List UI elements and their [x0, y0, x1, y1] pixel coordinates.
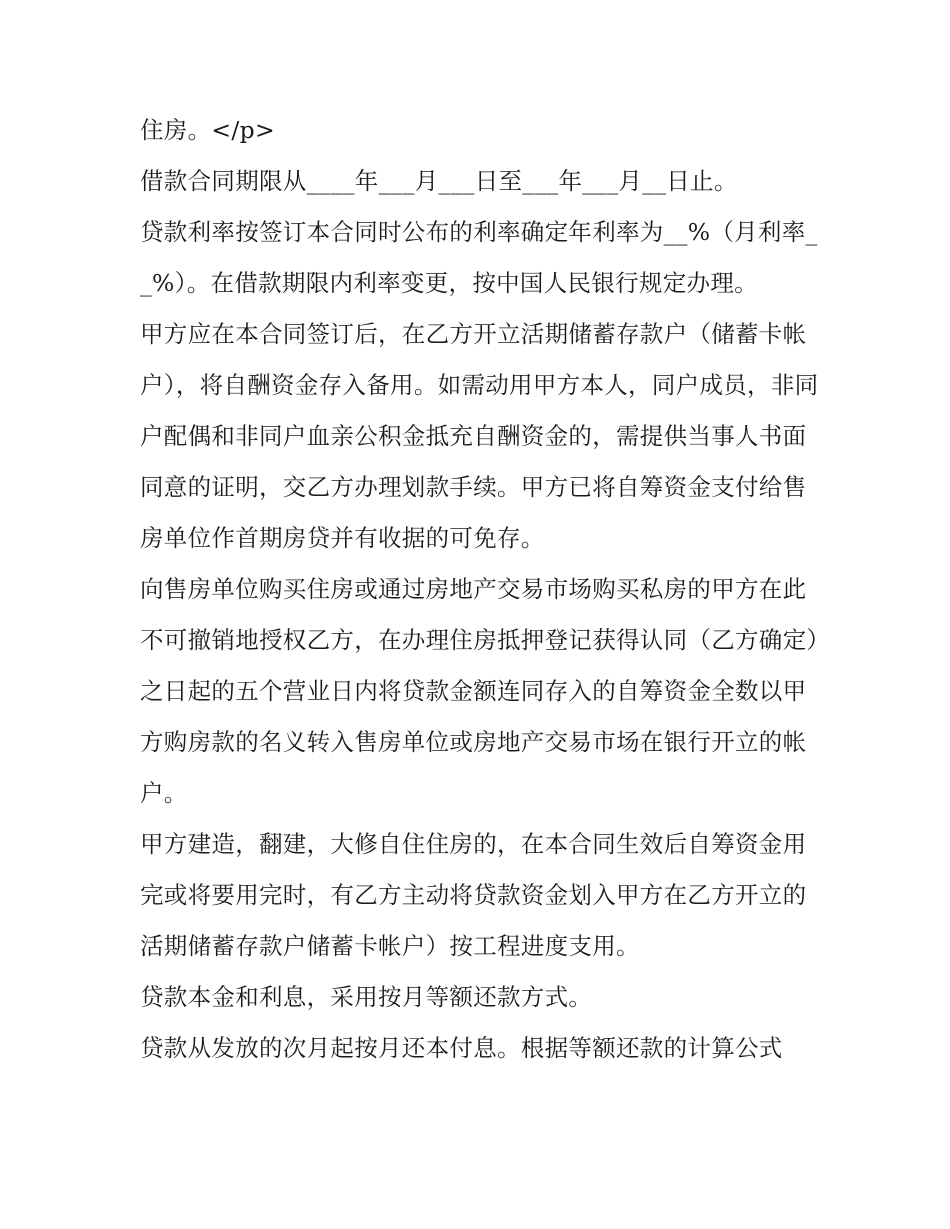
document-body [140, 105, 820, 1074]
paragraph-housing-fragment: 住房。</p> [140, 116, 275, 144]
paragraph-construction-funds: 甲方建造，翻建，大修自住住房的，在本合同生效后自筹资金用完或将要用完时，有乙方主动将贷款资金划入甲方在乙方开立的活期储蓄存款户储蓄卡帐户）按工程进度支用。 [140, 830, 807, 960]
paragraph-interest-rate: 贷款利率按签订本合同时公布的利率确定年利率为__%（月利率__%）。在借款期限内利率变更，按中国人民银行规定办理。 [140, 218, 818, 297]
paragraph-repayment-schedule: 贷款从发放的次月起按月还本付息。根据等额还款的计算公式 [140, 1034, 783, 1062]
paragraph-repayment-method: 贷款本金和利息，采用按月等额还款方式。 [140, 983, 593, 1011]
paragraph-savings-account: 甲方应在本合同签订后，在乙方开立活期储蓄存款户（储蓄卡帐户），将自酬资金存入备用。如需动用甲方本人，同户成员，非同户配偶和非同户血亲公积金抵充自酬资金的，需提供当事人书面同意的证明，交乙方办理划款手续。甲方已将自筹资金支付给售房单位作首期房贷并有收据的可免存。 [140, 320, 819, 552]
paragraph-loan-term: 借款合同期限从____年___月___日至___年___月__日止。 [140, 167, 738, 195]
paragraph-purchase-authorization: 向售房单位购买住房或通过房地产交易市场购买私房的甲方在此不可撤销地授权乙方，在办理住房抵押登记获得认同（乙方确定）之日起的五个营业日内将贷款金额连同存入的自筹资金全数以甲方购房款的名义转入售房单位或房地产交易市场在银行开立的帐户。 [140, 575, 819, 807]
